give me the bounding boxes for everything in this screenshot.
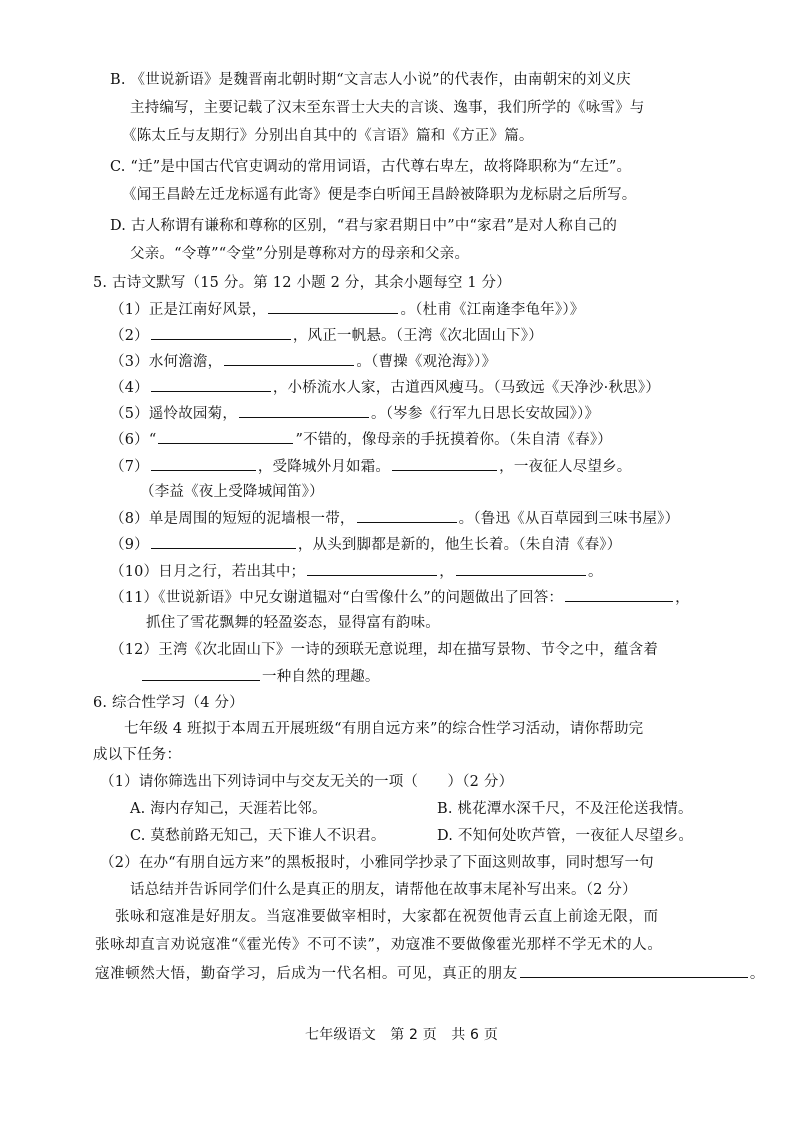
q5-item-3: （3）水何澹澹， 。（曹操《观沧海》）》: [110, 351, 496, 372]
story-line-3: 寇准顿然大悟，勤奋学习，后成为一代名相。可见，真正的朋友 。: [95, 963, 765, 984]
answer-blank[interactable]: [307, 561, 437, 576]
q6-option-c: C. 莫愁前路无知己，天下谁人不识君。: [130, 828, 386, 844]
q6-part-1: （1）请你筛选出下列诗词中与交友无关的一项（ ）（2 分）: [100, 774, 514, 790]
option-b-line-3: 《陈太丘与友期行》分别出自其中的《言语》篇和《方正》篇。: [122, 128, 534, 144]
option-b-line-1: B. 《世说新语》是魏晋南北朝时期“文言志人小说”的代表作，由南朝宋的刘义庆: [110, 72, 631, 88]
answer-blank[interactable]: [158, 429, 293, 444]
option-d-line-2: 父亲。“令尊”“令堂”分别是尊称对方的母亲和父亲。: [130, 246, 470, 262]
q6-option-d: D. 不知何处吹芦管，一夜征人尽望乡。: [437, 828, 694, 844]
q5-item-11-cont: 抓住了雪花飘舞的轻盈姿态，显得富有韵味。: [146, 615, 440, 631]
page-footer: 七年级语文 第 2 页 共 6 页: [305, 1027, 499, 1043]
q5-item-7-source: （李益《夜上受降城闻笛》）: [140, 484, 324, 500]
answer-blank[interactable]: [565, 587, 673, 602]
story-line-1: 张咏和寇准是好朋友。当寇准要做宰相时，大家都在祝贺他青云直上前途无限，而: [115, 909, 659, 925]
answer-blank[interactable]: [224, 351, 354, 366]
answer-blank[interactable]: [392, 456, 497, 471]
option-c-line-2: 《闻王昌龄左迁龙标遥有此寄》便是李白听闻王昌龄被降职为龙标尉之后所写。: [122, 187, 637, 203]
answer-blank[interactable]: [151, 325, 291, 340]
q6-title: 6. 综合性学习（4 分）: [93, 695, 244, 711]
q6-intro-line-1: 七年级 4 班拟于本周五开展班级“有朋自远方来”的综合性学习活动，请你帮助完: [124, 721, 644, 737]
q6-option-a: A. 海内存知己，天涯若比邻。: [130, 801, 327, 817]
option-c-line-1: C. “迁”是中国古代官吏调动的常用词语，古代尊右卑左，故将降职称为“左迁”。: [110, 159, 632, 175]
q5-item-1: （1）正是江南好风景， 。（杜甫《江南逢李龟年》）》: [110, 299, 585, 320]
q5-item-11: （11）《世说新语》中兄女谢道韫对“白雪像什么”的问题做出了回答： ，: [110, 587, 690, 608]
q5-item-7: （7） ，受降城外月如霜。 ，一夜征人尽望乡。: [110, 456, 631, 477]
q5-item-2: （2） ，风正一帆悬。（王湾《次北固山下》）: [110, 325, 543, 346]
answer-blank[interactable]: [239, 403, 369, 418]
q5-title: 5. 古诗文默写（15 分。第 12 小题 2 分，其余小题每空 1 分）: [93, 275, 511, 291]
q5-item-12: （12）王湾《次北固山下》一诗的颈联无意说理，却在描写景物、节令之中，蕴含着: [110, 642, 659, 658]
q5-item-9: （9） ，从头到脚都是新的，他生长着。（朱自清《春》）: [110, 534, 621, 555]
q6-option-b: B. 桃花潭水深千尺，不及汪伦送我情。: [437, 801, 693, 817]
answer-blank[interactable]: [456, 561, 586, 576]
q6-part-2-line-2: 话总结并告诉同学们什么是真正的朋友，请帮他在故事末尾补写出来。（2 分）: [130, 882, 637, 898]
answer-blank[interactable]: [357, 508, 457, 523]
story-line-2: 张咏却直言劝说寇准“《霍光传》不可不读”，劝寇准不要做像霍光那样不学无术的人。: [95, 937, 663, 953]
option-b-line-2: 主持编写，主要记载了汉末至东晋士大夫的言谈、逸事，我们所学的《咏雪》与: [130, 100, 645, 116]
q5-item-10: （10）日月之行，若出其中； ， 。: [110, 561, 603, 582]
q5-item-6: （6）“ ”不错的，像母亲的手抚摸着你。（朱自清《春》）: [110, 429, 612, 450]
q5-item-12-cont: 一种自然的理趣。: [140, 666, 380, 687]
answer-blank[interactable]: [151, 377, 271, 392]
answer-blank[interactable]: [268, 299, 398, 314]
option-d-line-1: D. 古人称谓有谦称和尊称的区别，“君与家君期日中”中“家君”是对人称自己的: [110, 218, 618, 234]
answer-blank[interactable]: [151, 456, 256, 471]
q5-item-4: （4） ，小桥流水人家，古道西风瘦马。（马致远《天净沙·秋思》）: [110, 377, 660, 398]
answer-blank[interactable]: [151, 534, 296, 549]
answer-blank[interactable]: [520, 963, 748, 978]
q6-part-2-line-1: （2）在办“有朋自远方来”的黑板报时，小雅同学抄录了下面这则故事，同时想写一句: [100, 855, 654, 871]
answer-blank[interactable]: [142, 666, 260, 681]
q5-item-5: （5）遥怜故园菊， 。（岑参《行军九日思长安故园》）》: [110, 403, 599, 424]
q6-intro-line-2: 成以下任务：: [93, 747, 182, 763]
q5-item-8: （8）单是周围的短短的泥墙根一带， 。（鲁迅《从百草园到三味书屋》）: [110, 508, 679, 529]
